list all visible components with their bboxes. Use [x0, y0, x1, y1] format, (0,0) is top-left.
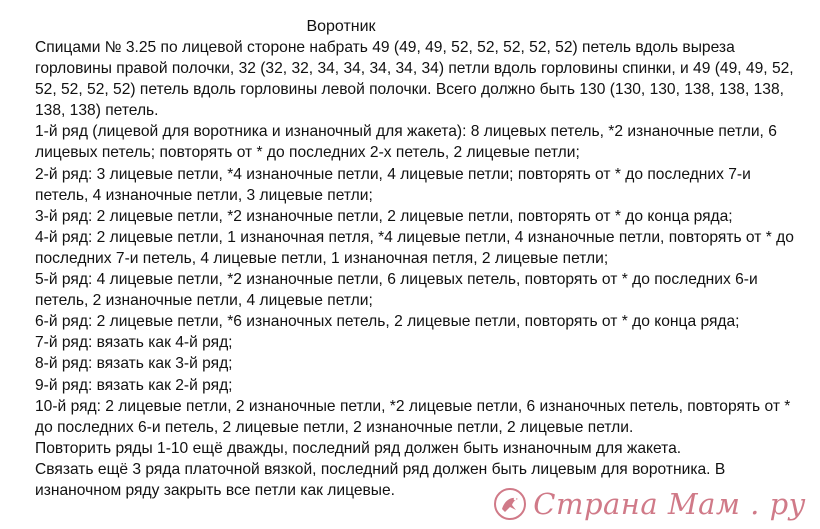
paragraph-row-6: 6-й ряд: 2 лицевые петли, *6 изнаночных петель, 2 лицевые петли, повторять от * до конца ряда; [35, 313, 740, 331]
paragraph-row-4: 4-й ряд: 2 лицевые петли, 1 изнаночная петля, *4 лицевые петли, 4 изнаночные петли, повторять от * до последних 7-и петель, 4 лицевые петли, 1 изнаночная петля, 2 лицевые петли; [35, 228, 794, 267]
paragraph-row-3: 3-й ряд: 2 лицевые петли, *2 изнаночные петли, 2 лицевые петли, повторять от * до конца ряда; [35, 207, 733, 225]
paragraph-row-8: 8-й ряд: вязать как 3-й ряд; [35, 355, 233, 373]
paragraph-row-9: 9-й ряд: вязать как 2-й ряд; [35, 376, 233, 394]
pattern-text [35, 37, 795, 501]
watermark [493, 487, 806, 521]
paragraph-finish: Связать ещё 3 ряда платочной вязкой, последний ряд должен быть лицевым для воротника. В изнаночном ряду закрыть все петли как лицевые. [35, 460, 726, 499]
watermark-text: Страна Мам . ру [533, 487, 806, 521]
paragraph-row-7: 7-й ряд: вязать как 4-й ряд; [35, 334, 233, 352]
stork-logo-icon [493, 487, 527, 521]
paragraph-row-1: 1-й ряд (лицевой для воротника и изнаночный для жакета): 8 лицевых петель, *2 изнаночные петли, 6 лицевых петель; повторять от * до последних 2-х петель, 2 лицевые петли; [35, 123, 777, 162]
paragraph-row-5: 5-й ряд: 4 лицевые петли, *2 изнаночные петли, 6 лицевых петель, повторять от * до последних 6-и петель, 2 изнаночные петли, 4 лицевые петли; [35, 271, 758, 310]
paragraph-row-2: 2-й ряд: 3 лицевые петли, *4 изнаночные петли, 4 лицевые петли; повторять от * до последних 7-и петель, 4 изнаночные петли, 3 лицевые петли; [35, 165, 751, 204]
paragraph-row-10: 10-й ряд: 2 лицевые петли, 2 изнаночные петли, *2 лицевые петли, 6 изнаночных петель, повторять от * до последних 6-и петель, 2 лицевые петли, 2 изнаночные петли, 2 лицевые петли. [35, 397, 791, 436]
page-title: Воротник [306, 18, 376, 35]
paragraph-intro: Спицами № 3.25 по лицевой стороне набрать 49 (49, 49, 52, 52, 52, 52, 52) петель вдоль выреза горловины правой полочки, 32 (32, 32, 34, 34, 34, 34, 34) петли вдоль горловины спинки, и 49 (49, 49, 52, 52, 52, 52, 52) петель вдоль горловины левой полочки. Всего должно быть 130 (130, 130, 138, 138, 138, 138, 138) петель. [35, 39, 794, 120]
paragraph-repeat: Повторить ряды 1-10 ещё дважды, последний ряд должен быть изнаночным для жакета. [35, 439, 682, 457]
